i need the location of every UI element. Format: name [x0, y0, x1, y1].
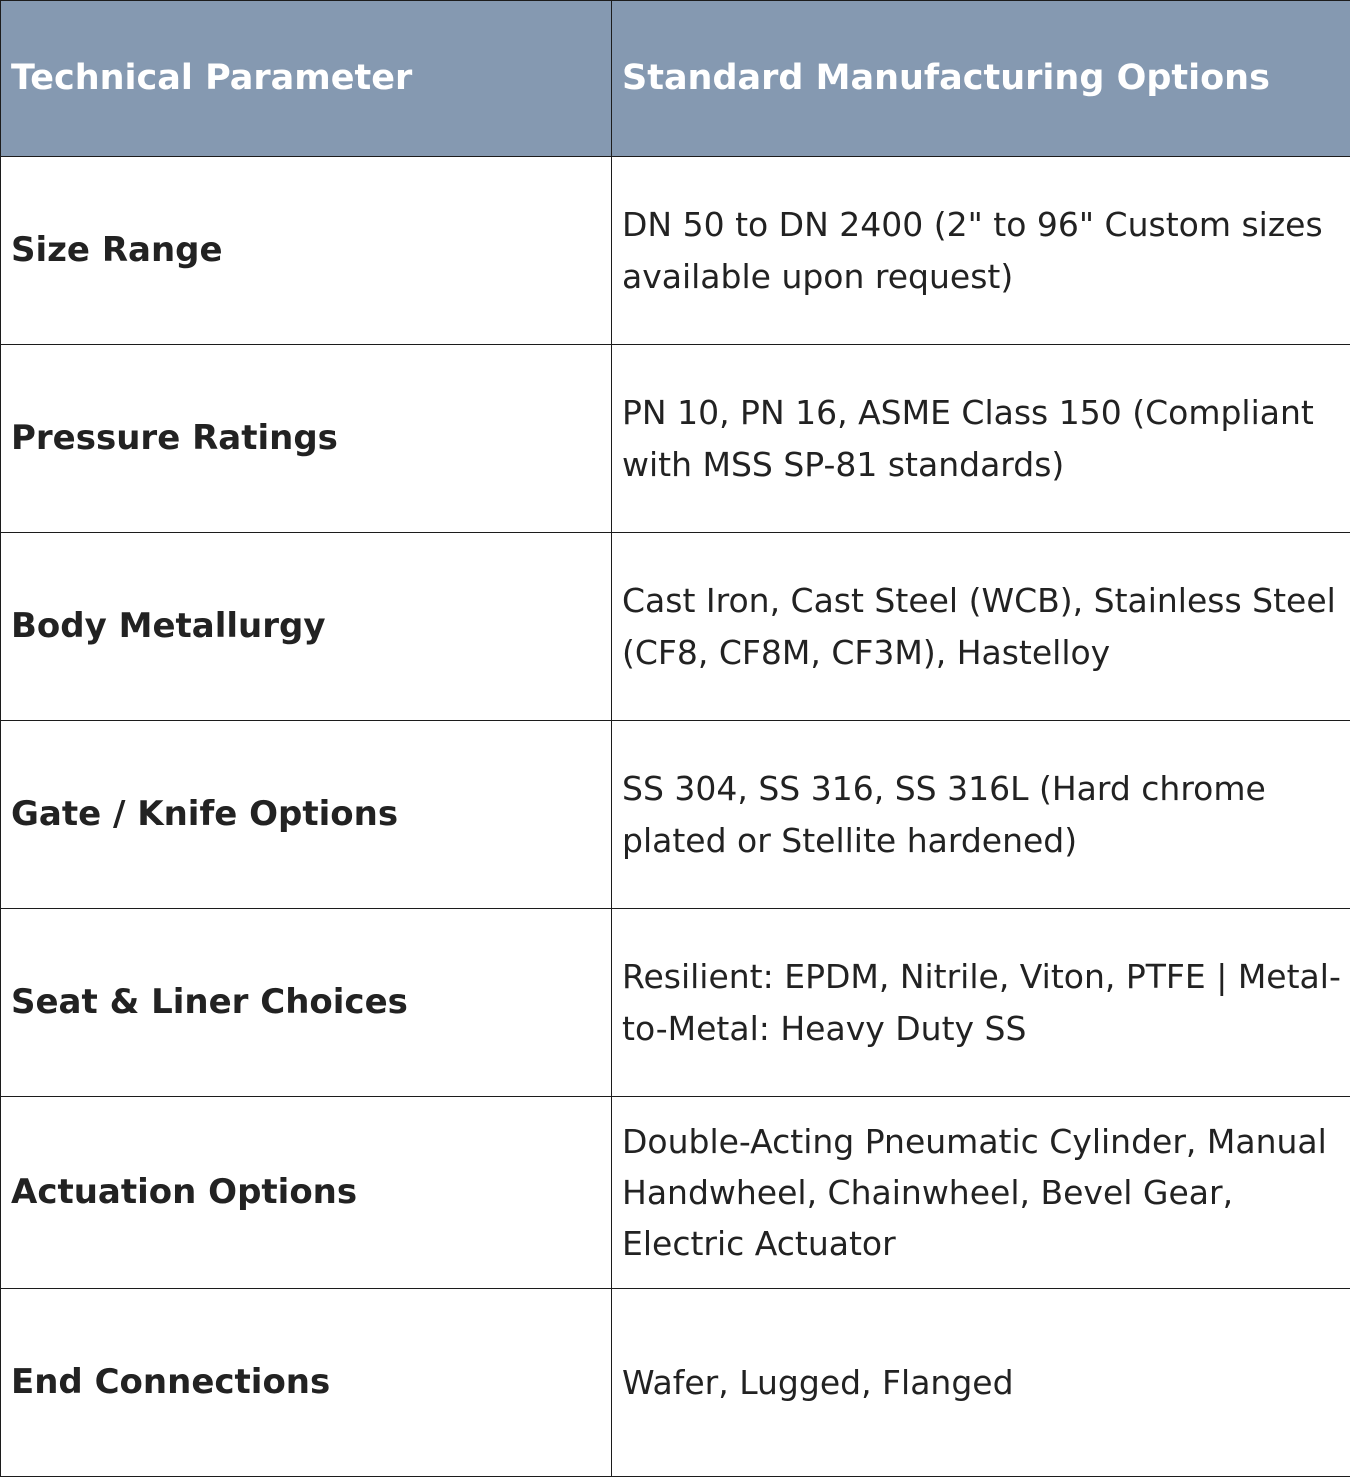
table-row — [1, 1097, 1350, 1289]
option-cell: DN 50 to DN 2400 (2" to 96" Custom sizes available upon request) — [612, 157, 1350, 345]
option-cell: Wafer, Lugged, Flanged — [612, 1289, 1350, 1477]
parameter-cell: Pressure Ratings — [1, 345, 612, 533]
table-body — [1, 157, 1350, 1477]
table-row — [1, 157, 1350, 345]
parameter-cell: Seat & Liner Choices — [1, 909, 612, 1097]
parameter-cell: Actuation Options — [1, 1097, 612, 1289]
parameter-cell: End Connections — [1, 1289, 612, 1477]
header-standard-manufacturing-options: Standard Manufacturing Options — [612, 1, 1350, 157]
option-cell: Resilient: EPDM, Nitrile, Viton, PTFE | Metal-to-Metal: Heavy Duty SS — [612, 909, 1350, 1097]
option-cell: Cast Iron, Cast Steel (WCB), Stainless Steel (CF8, CF8M, CF3M), Hastelloy — [612, 533, 1350, 721]
table-row — [1, 909, 1350, 1097]
table-row — [1, 345, 1350, 533]
parameter-cell: Size Range — [1, 157, 612, 345]
table-header — [1, 1, 1350, 157]
option-cell: SS 304, SS 316, SS 316L (Hard chrome plated or Stellite hardened) — [612, 721, 1350, 909]
parameter-cell: Body Metallurgy — [1, 533, 612, 721]
table-row — [1, 533, 1350, 721]
option-cell: Double-Acting Pneumatic Cylinder, Manual Handwheel, Chainwheel, Bevel Gear, Electric Actuator — [612, 1097, 1350, 1289]
header-row — [1, 1, 1350, 157]
parameter-cell: Gate / Knife Options — [1, 721, 612, 909]
header-technical-parameter: Technical Parameter — [1, 1, 612, 157]
option-cell: PN 10, PN 16, ASME Class 150 (Compliant with MSS SP-81 standards) — [612, 345, 1350, 533]
table-row — [1, 1289, 1350, 1477]
table-row — [1, 721, 1350, 909]
